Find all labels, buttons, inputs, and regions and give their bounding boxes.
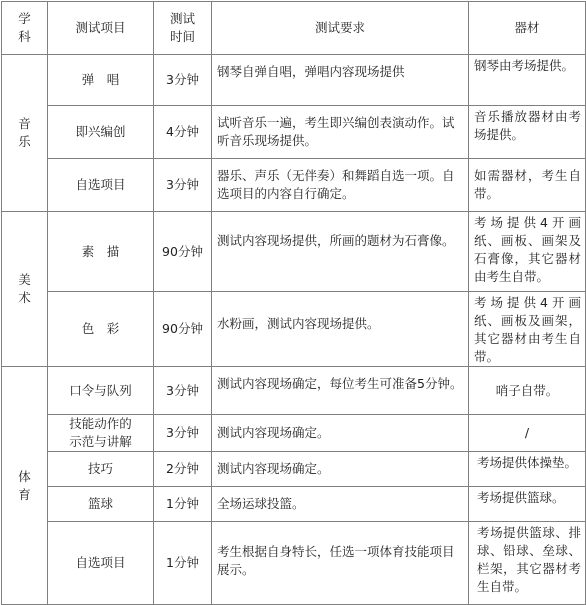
table-row <box>2 415 586 452</box>
requirement-cell: 测试内容现场确定。 <box>212 415 469 452</box>
header-requirement: 测试要求 <box>212 2 469 55</box>
equipment-cell: 如需器材，考生自带。 <box>469 159 586 212</box>
equipment-cell: 钢琴由考场提供。 <box>469 55 586 106</box>
table-row <box>2 367 586 415</box>
equipment-cell: 考场提供4开画纸、画板及画架，其它器材由考生自带。 <box>469 292 586 367</box>
item-cell: 技能动作的 示范与讲解 <box>48 415 154 452</box>
item-cell: 弹 唱 <box>48 55 154 106</box>
time-cell: 4分钟 <box>154 106 212 159</box>
equipment-cell: 考场提供篮球、排球、铅球、垒球、栏架，其它器材考生自带。 <box>469 522 586 605</box>
time-cell: 90分钟 <box>154 292 212 367</box>
time-cell: 3分钟 <box>154 415 212 452</box>
subject-music: 音 乐 <box>2 55 48 212</box>
item-cell: 自选项目 <box>48 522 154 605</box>
equipment-cell: 考场提供篮球。 <box>469 487 586 522</box>
table-row <box>2 452 586 487</box>
table-row <box>2 212 586 292</box>
exam-requirements-table <box>1 1 586 605</box>
table-row <box>2 55 586 106</box>
subject-art: 美 术 <box>2 212 48 367</box>
time-cell: 1分钟 <box>154 487 212 522</box>
requirement-cell: 全场运球投篮。 <box>212 487 469 522</box>
time-cell: 3分钟 <box>154 159 212 212</box>
table-row <box>2 159 586 212</box>
requirement-cell: 考生根据自身特长，任选一项体育技能项目展示。 <box>212 522 469 605</box>
requirement-cell: 水粉画，测试内容现场提供。 <box>212 292 469 367</box>
item-cell: 即兴编创 <box>48 106 154 159</box>
item-cell: 篮球 <box>48 487 154 522</box>
item-cell: 素 描 <box>48 212 154 292</box>
header-row <box>2 2 586 55</box>
equipment-cell: 音乐播放器材由考场提供。 <box>469 106 586 159</box>
item-cell: 色 彩 <box>48 292 154 367</box>
subject-pe: 体 育 <box>2 367 48 605</box>
item-cell: 口令与队列 <box>48 367 154 415</box>
requirement-cell: 测试内容现场确定。 <box>212 452 469 487</box>
table-row <box>2 292 586 367</box>
time-cell: 3分钟 <box>154 367 212 415</box>
equipment-cell: / <box>469 415 586 452</box>
time-cell: 3分钟 <box>154 55 212 106</box>
time-cell: 1分钟 <box>154 522 212 605</box>
equipment-cell: 考场提供体操垫。 <box>469 452 586 487</box>
equipment-cell: 哨子自带。 <box>469 367 586 415</box>
header-equipment: 器材 <box>469 2 586 55</box>
item-cell: 技巧 <box>48 452 154 487</box>
equipment-cell: 考场提供4开画纸、画板、画架及石膏像，其它器材由考生自带。 <box>469 212 586 292</box>
table-row <box>2 106 586 159</box>
requirement-cell: 试听音乐一遍，考生即兴编创表演动作。试听音乐现场提供。 <box>212 106 469 159</box>
item-cell: 自选项目 <box>48 159 154 212</box>
requirement-cell: 器乐、声乐（无伴奏）和舞蹈自选一项。自选项目的内容自行确定。 <box>212 159 469 212</box>
requirement-cell: 测试内容现场确定，每位考生可准备5分钟。 <box>212 367 469 415</box>
header-time: 测试 时间 <box>154 2 212 55</box>
header-item: 测试项目 <box>48 2 154 55</box>
table-row <box>2 522 586 605</box>
table-row <box>2 487 586 522</box>
requirement-cell: 钢琴自弹自唱，弹唱内容现场提供 <box>212 55 469 106</box>
requirement-cell: 测试内容现场提供，所画的题材为石膏像。 <box>212 212 469 292</box>
time-cell: 90分钟 <box>154 212 212 292</box>
time-cell: 2分钟 <box>154 452 212 487</box>
header-subject: 学 科 <box>2 2 48 55</box>
